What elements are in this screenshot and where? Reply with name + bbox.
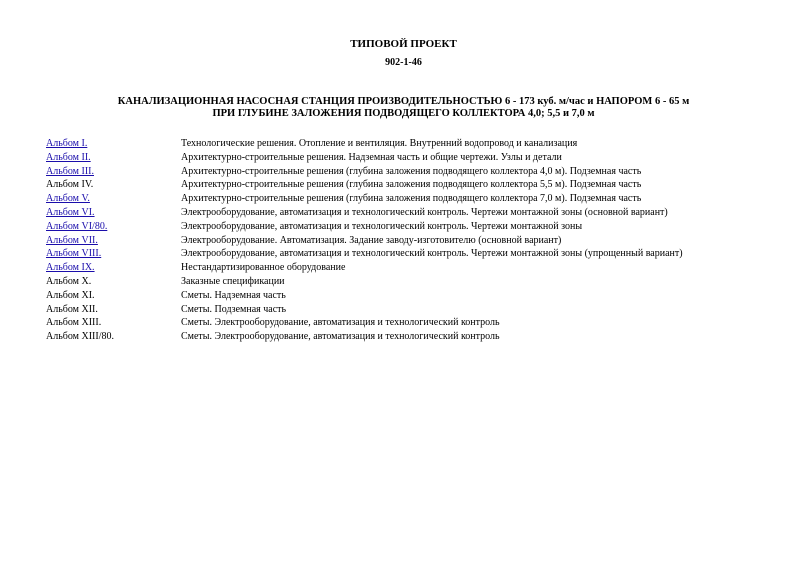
document-title: ТИПОВОЙ ПРОЕКТ: [350, 38, 457, 50]
album-link[interactable]: Альбом VI.: [46, 206, 95, 218]
album-row: [46, 178, 786, 192]
album-description: Архитектурно-строительные решения (глубина заложения подводящего коллектора 4,0 м). Подземная часть: [181, 165, 642, 177]
album-link[interactable]: Альбом II.: [46, 151, 91, 163]
album-name: Альбом XII.: [46, 303, 98, 315]
album-row: [46, 316, 786, 330]
album-description: Сметы. Подземная часть: [181, 303, 287, 315]
album-name: Альбом XIII.: [46, 317, 102, 329]
album-description: Сметы. Электрооборудование, автоматизация и технологический контроль: [181, 331, 500, 343]
album-row: [46, 206, 786, 220]
album-description: Электрооборудование, автоматизация и технологический контроль. Чертежи монтажной зоны (упрощенный вариант): [181, 248, 683, 260]
album-description: Сметы. Надземная часть: [181, 289, 286, 301]
album-description: Заказные спецификации: [181, 275, 285, 287]
album-name: Альбом IV.: [46, 179, 94, 191]
album-row: [46, 137, 786, 151]
album-link[interactable]: Альбом VII.: [46, 234, 98, 246]
document-heading: [0, 96, 807, 120]
album-link[interactable]: Альбом VI/80.: [46, 220, 108, 232]
album-description: Сметы. Электрооборудование, автоматизация и технологический контроль: [181, 317, 500, 329]
album-row: [46, 261, 786, 275]
album-list: [46, 137, 786, 344]
album-description: Архитектурно-строительные решения (глубина заложения подводящего коллектора 7,0 м). Подземная часть: [181, 193, 642, 205]
album-name: Альбом XI.: [46, 289, 95, 301]
album-description: Архитектурно-строительные решения. Надземная часть и общие чертежи. Узлы и детали: [181, 151, 562, 163]
album-row: [46, 275, 786, 289]
album-link[interactable]: Альбом IX.: [46, 262, 95, 274]
album-description: Технологические решения. Отопление и вентиляция. Внутренний водопровод и канализация: [181, 138, 578, 149]
album-row: [46, 289, 786, 303]
album-description: Электрооборудование, автоматизация и технологический контроль. Чертежи монтажной зоны: [181, 220, 583, 232]
album-row: [46, 234, 786, 248]
album-link[interactable]: Альбом I.: [46, 138, 88, 149]
album-name: Альбом X.: [46, 275, 92, 287]
album-link[interactable]: Альбом III.: [46, 165, 94, 177]
album-row: [46, 330, 786, 344]
album-row: [46, 192, 786, 206]
document-heading-line-1: КАНАЛИЗАЦИОННАЯ НАСОСНАЯ СТАНЦИЯ ПРОИЗВОДИТЕЛЬНОСТЬЮ 6 - 173 куб. м/час и НАПОРОМ 6 - 65 м: [117, 96, 690, 107]
album-name: Альбом XIII/80.: [46, 331, 114, 343]
album-row: [46, 220, 786, 234]
album-row: [46, 247, 786, 261]
document-number: 902-1-46: [385, 57, 422, 68]
album-description: Архитектурно-строительные решения (глубина заложения подводящего коллектора 5,5 м). Подземная часть: [181, 179, 642, 191]
document-heading-line-2: ПРИ ГЛУБИНЕ ЗАЛОЖЕНИЯ ПОДВОДЯЩЕГО КОЛЛЕКТОРА 4,0; 5,5 и 7,0 м: [212, 108, 595, 119]
album-row: [46, 303, 786, 317]
album-row: [46, 151, 786, 165]
album-description: Электрооборудование. Автоматизация. Задание заводу-изготовителю (основной вариант): [181, 234, 562, 246]
album-link[interactable]: Альбом V.: [46, 193, 90, 205]
album-row: [46, 165, 786, 179]
album-description: Электрооборудование, автоматизация и технологический контроль. Чертежи монтажной зоны (основной вариант): [181, 206, 668, 218]
album-link[interactable]: Альбом VIII.: [46, 248, 102, 260]
album-description: Нестандартизированное оборудование: [181, 262, 346, 274]
